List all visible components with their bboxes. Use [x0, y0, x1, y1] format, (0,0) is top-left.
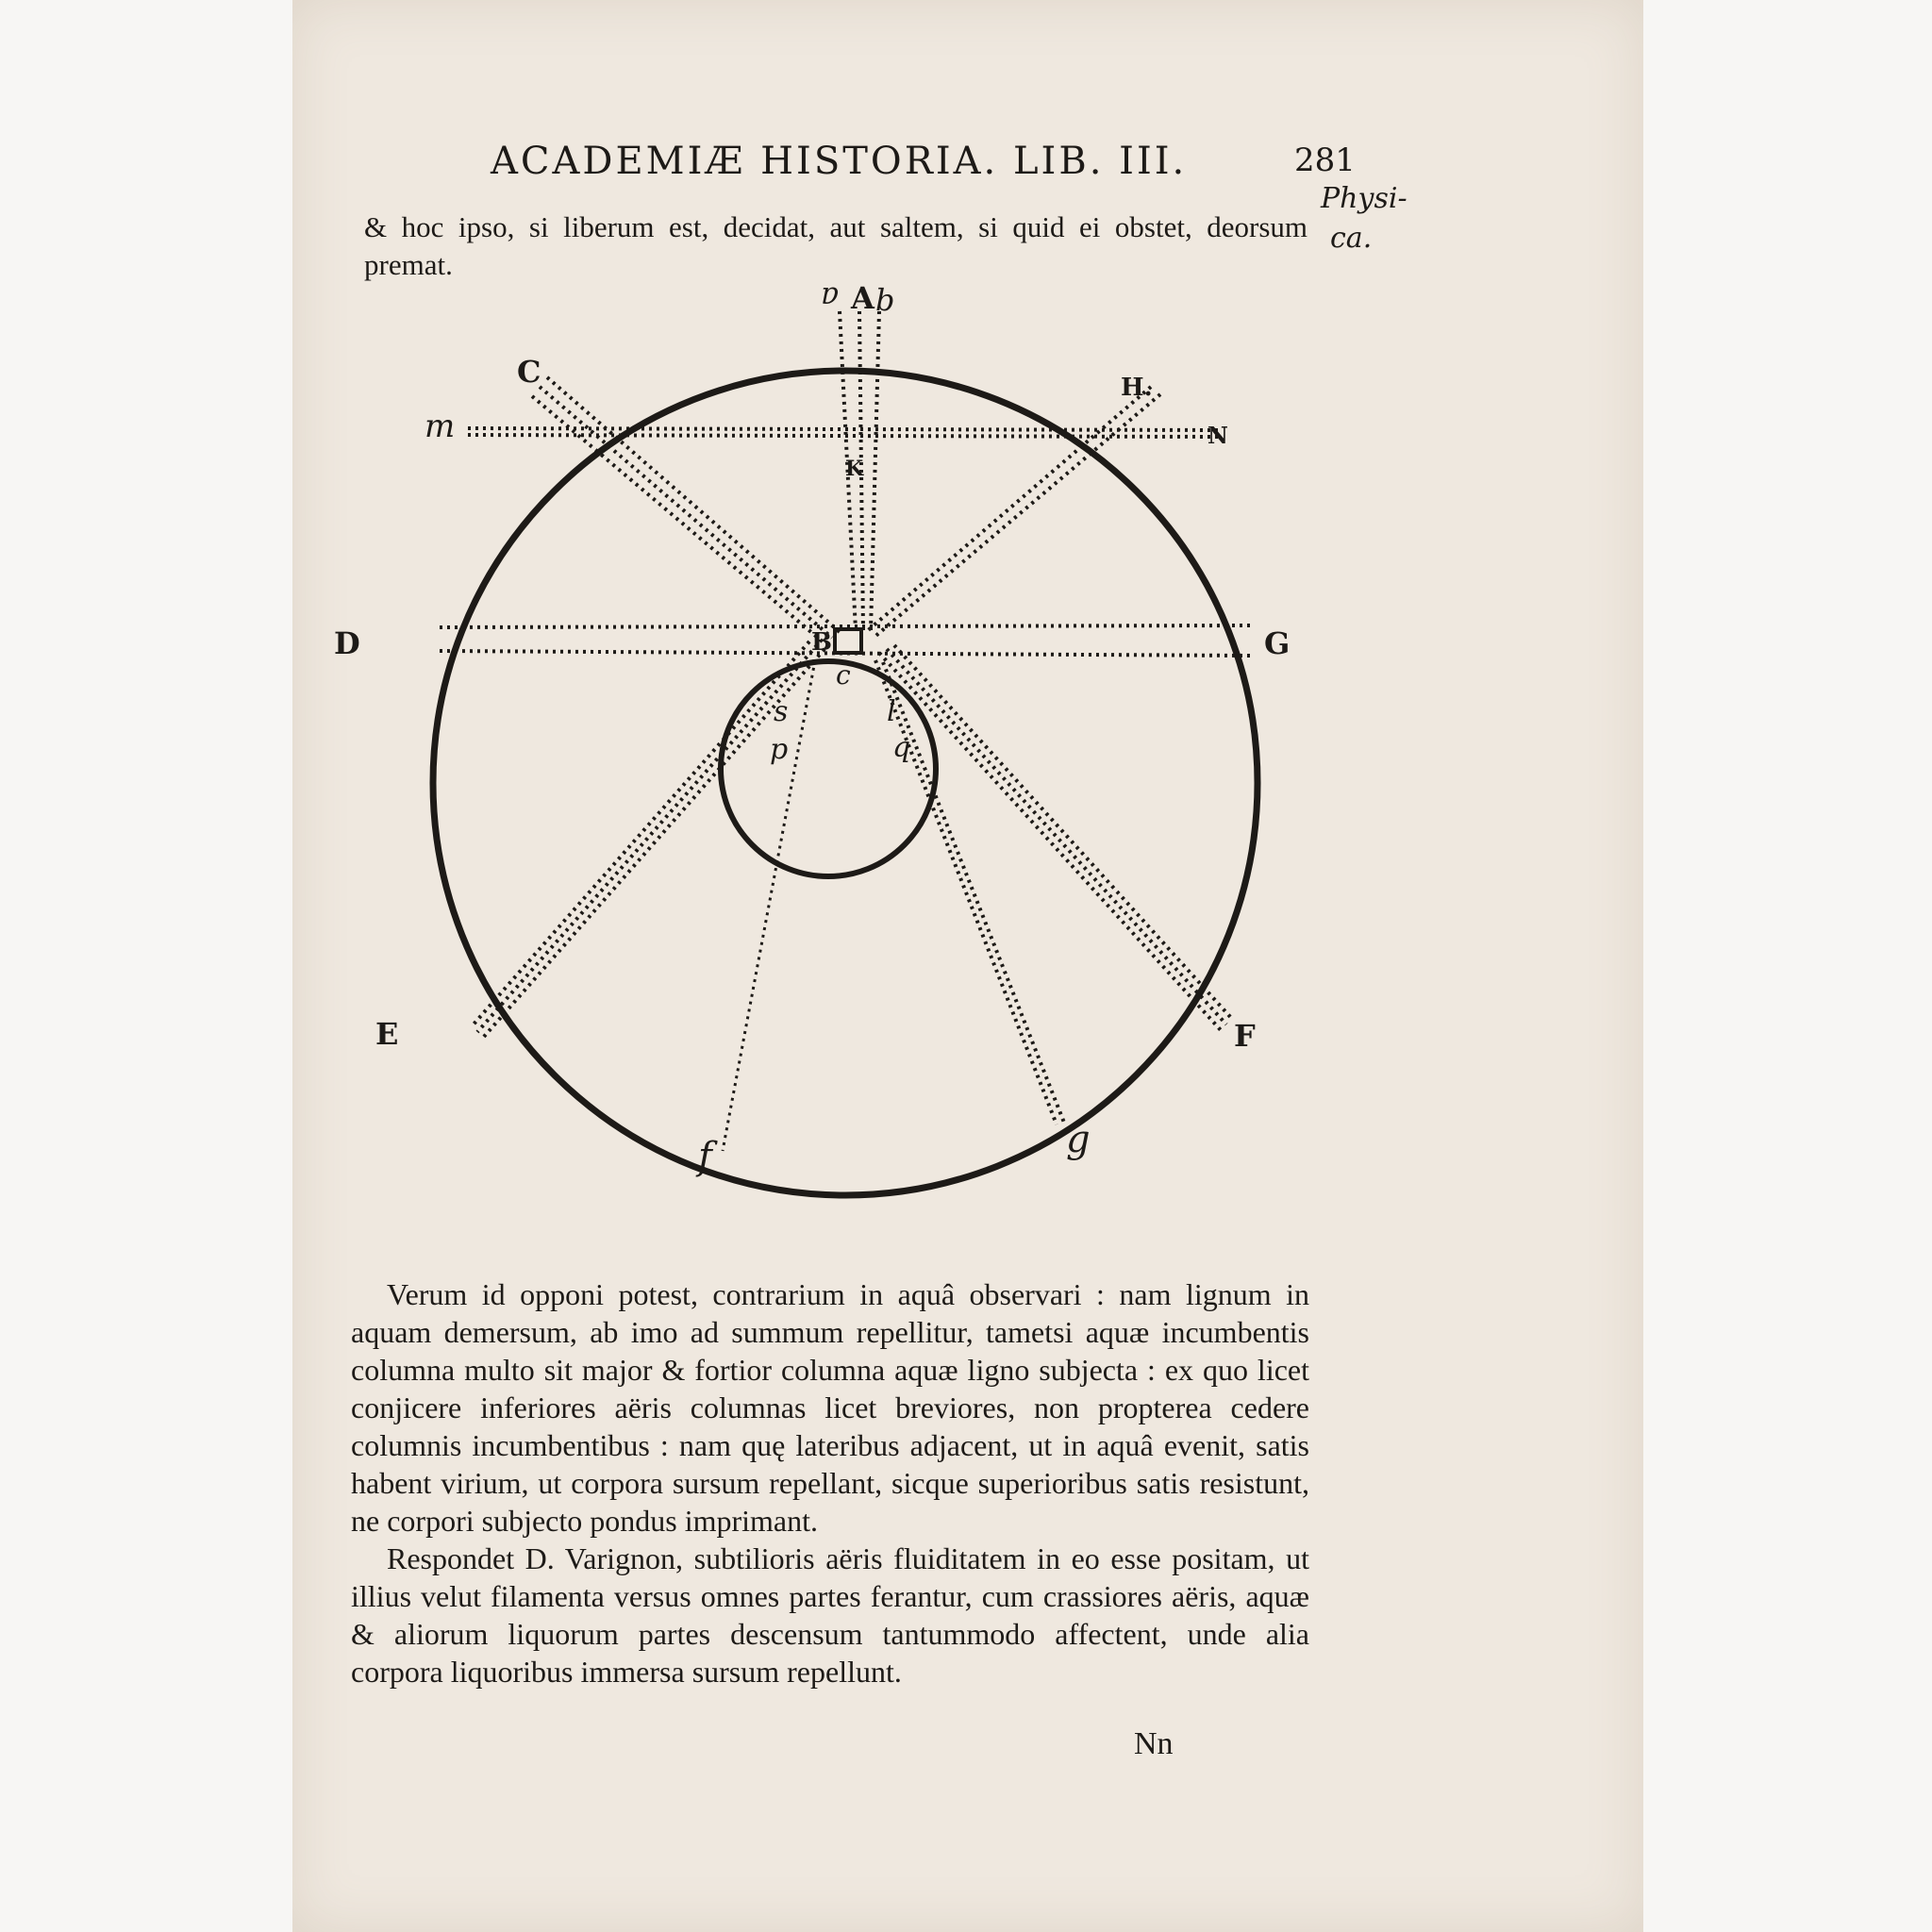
label-f: f: [698, 1135, 712, 1178]
label-B: B: [811, 628, 832, 657]
diagram-figure: [334, 280, 1302, 1208]
label-q: q: [892, 731, 911, 764]
label-N: N: [1208, 422, 1228, 449]
diagram-drawing: [358, 280, 1302, 1208]
label-g: g: [1066, 1118, 1091, 1161]
margin-note: [1321, 179, 1415, 258]
label-A: A: [851, 280, 874, 316]
running-title: ACADEMIÆ HISTORIA. LIB. III.: [491, 140, 1188, 183]
label-D: D: [334, 625, 360, 661]
label-E: E: [375, 1016, 399, 1052]
label-s: s: [774, 695, 789, 728]
signature-mark: Nn: [1134, 1726, 1174, 1761]
margin-note-line-1: Physi-: [1321, 182, 1407, 215]
dotted-lines: [440, 311, 1251, 1151]
label-m: m: [425, 408, 456, 445]
continued-text: & hoc ipso, si liberum est, decidat, aut saltem, si quid ei obstet, deorsum premat.: [364, 210, 1307, 281]
label-C: C: [517, 354, 541, 390]
inner-circle: [721, 661, 936, 876]
book-page: [292, 0, 1643, 1932]
label-G: G: [1264, 625, 1291, 661]
label-c: c: [836, 659, 851, 691]
label-F: F: [1234, 1018, 1256, 1054]
label-H: H.: [1121, 374, 1153, 402]
margin-note-line-2: ca.: [1330, 222, 1373, 255]
paragraph-2: Respondet D. Varignon, subtilioris aëris fluiditatem in eo esse positam, ut illius velut filamenta versus omnes partes ferantur, cum crassiores aëris, aquæ & aliorum liquorum partes descensum tantummodo affectent, unde alia corpora liquoribus immersa sursum repellunt.: [351, 1541, 1309, 1689]
label-p: p: [770, 733, 789, 766]
page-number: 281: [1294, 142, 1356, 179]
label-b: b: [875, 282, 895, 318]
body-text: [351, 1275, 1309, 1690]
label-K: K: [845, 457, 864, 481]
label-l: l: [887, 695, 896, 728]
paragraph-1: Verum id opponi potest, contrarium in aquâ observari : nam lignum in aquam demersum, ab imo ad summum repellitur, tametsi aquæ incumbentis columna multo sit major & fortior columna aquæ ligno subjecta : ex quo licet conjicere inferiores aëris columnas licet breviores, non propterea cedere columnis incumbentibus : nam quę lateribus adjacent, ut in aquâ evenit, satis habent virium, ut corpora sursum repellant, sicque superioribus satis resistunt, ne corpori subjecto pondus imprimant.: [351, 1277, 1309, 1538]
outer-circle: [433, 371, 1257, 1195]
page-header: [292, 140, 1643, 187]
label-a: a: [821, 280, 840, 316]
